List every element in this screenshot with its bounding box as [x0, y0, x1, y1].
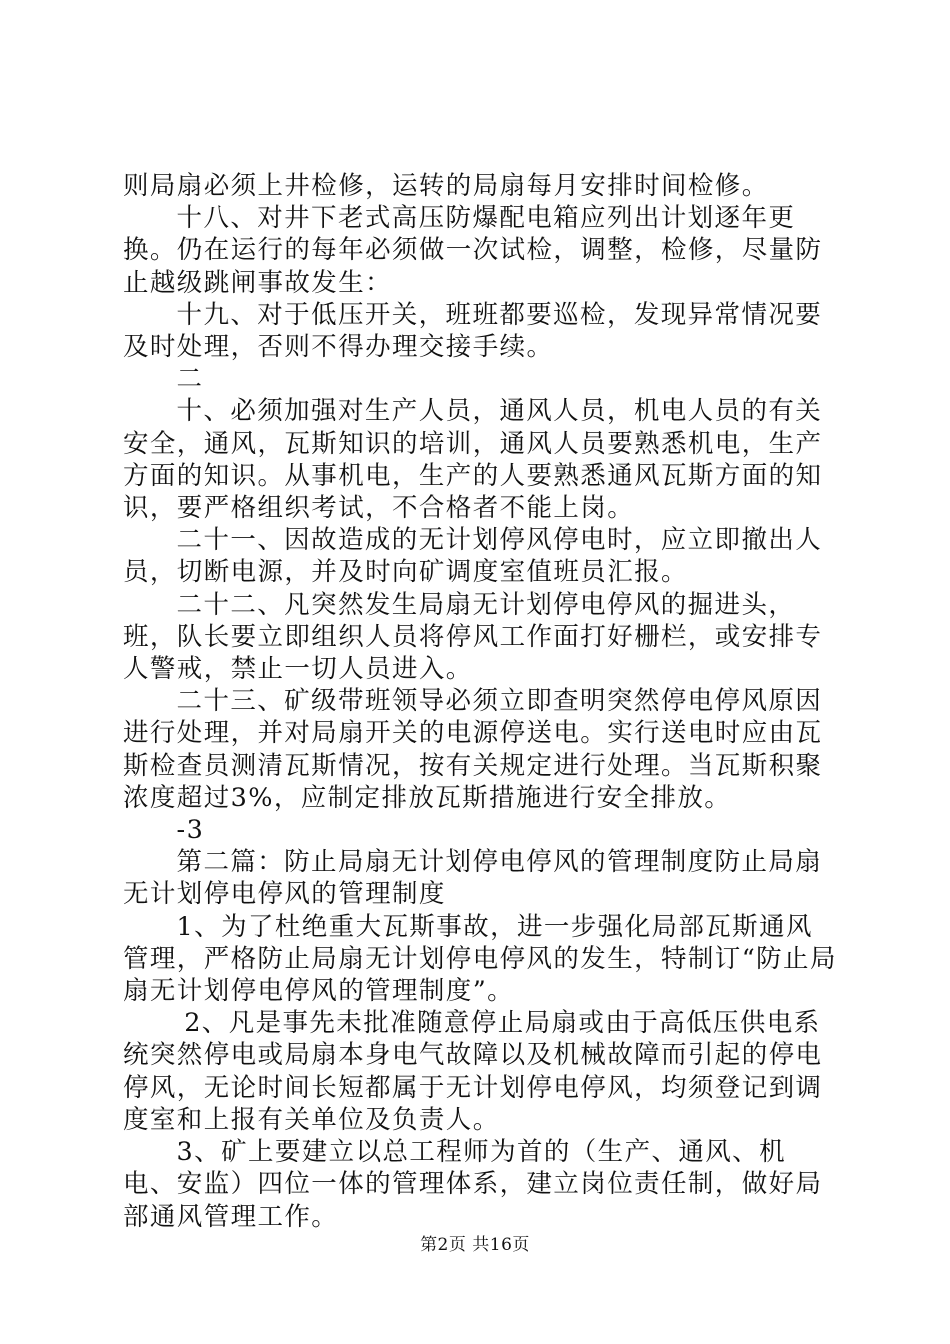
paragraph-continuation: 则局扇必须上井检修，运转的局扇每月安排时间检修。 — [123, 171, 769, 201]
paragraph-item-23: 二十三、矿级带班领导必须立即查明突然停电停风原因进行处理，并对局扇开关的电源停送电。实行送电时应由瓦斯检查员测清瓦斯情况，按有关规定进行处理。当瓦斯积聚浓度超过3%，应制定排放瓦斯措施进行安全排放。 — [123, 686, 823, 813]
paragraph-fragment: 二 — [176, 364, 204, 395]
paragraph-item-19: 十九、对于低压开关，班班都要巡检，发现异常情况要及时处理，否则不得办理交接手续。 — [123, 299, 823, 363]
paragraph-rule-3: 3、矿上要建立以总工程师为首的（生产、通风、机电、安监）四位一体的管理体系，建立岗位责任制，做好局部通风管理工作。 — [123, 1137, 823, 1232]
paragraph-rule-1: 1、为了杜绝重大瓦斯事故，进一步强化局部瓦斯通风管理，严格防止局扇无计划停电停风的发生，特制订“防止局扇无计划停电停风的管理制度”。 — [123, 911, 837, 1007]
paragraph-item-21: 二十一、因故造成的无计划停风停电时，应立即撤出人员，切断电源，并及时向矿调度室值班员汇报。 — [123, 525, 823, 588]
paragraph-item-18: 十八、对井下老式高压防爆配电箱应列出计划逐年更换。仍在运行的每年必须做一次试检，调整，检修，尽量防止越级跳闸事故发生： — [123, 203, 823, 298]
document-body — [123, 170, 838, 1233]
section-heading: 第二篇：防止局扇无计划停电停风的管理制度防止局扇无计划停电停风的管理制度 — [123, 847, 823, 910]
paragraph-rule-2: 2、凡是事先未批准随意停止局扇或由于高低压供电系统突然停电或局扇本身电气故障以及机械故障而引起的停电停风，无论时间长短都属于无计划停电停风，均须登记到调度室和上报有关单位及负责人。 — [123, 1008, 823, 1135]
paragraph-item-22: 二十二、凡突然发生局扇无计划停电停风的掘进头，班，队长要立即组织人员将停风工作面打好栅栏，或安排专人警戒，禁止一切人员进入。 — [123, 589, 823, 685]
page-number-footer: 第2页 共16页 — [420, 1235, 530, 1255]
paragraph-item-20: 十、必须加强对生产人员，通风人员，机电人员的有关安全，通风，瓦斯知识的培训，通风人员要熟悉机电，生产方面的知识。从事机电，生产的人要熟悉通风瓦斯方面的知识，要严格组织考试，不合格者不能上岗。 — [123, 396, 823, 524]
section-marker: -3 — [176, 815, 205, 846]
